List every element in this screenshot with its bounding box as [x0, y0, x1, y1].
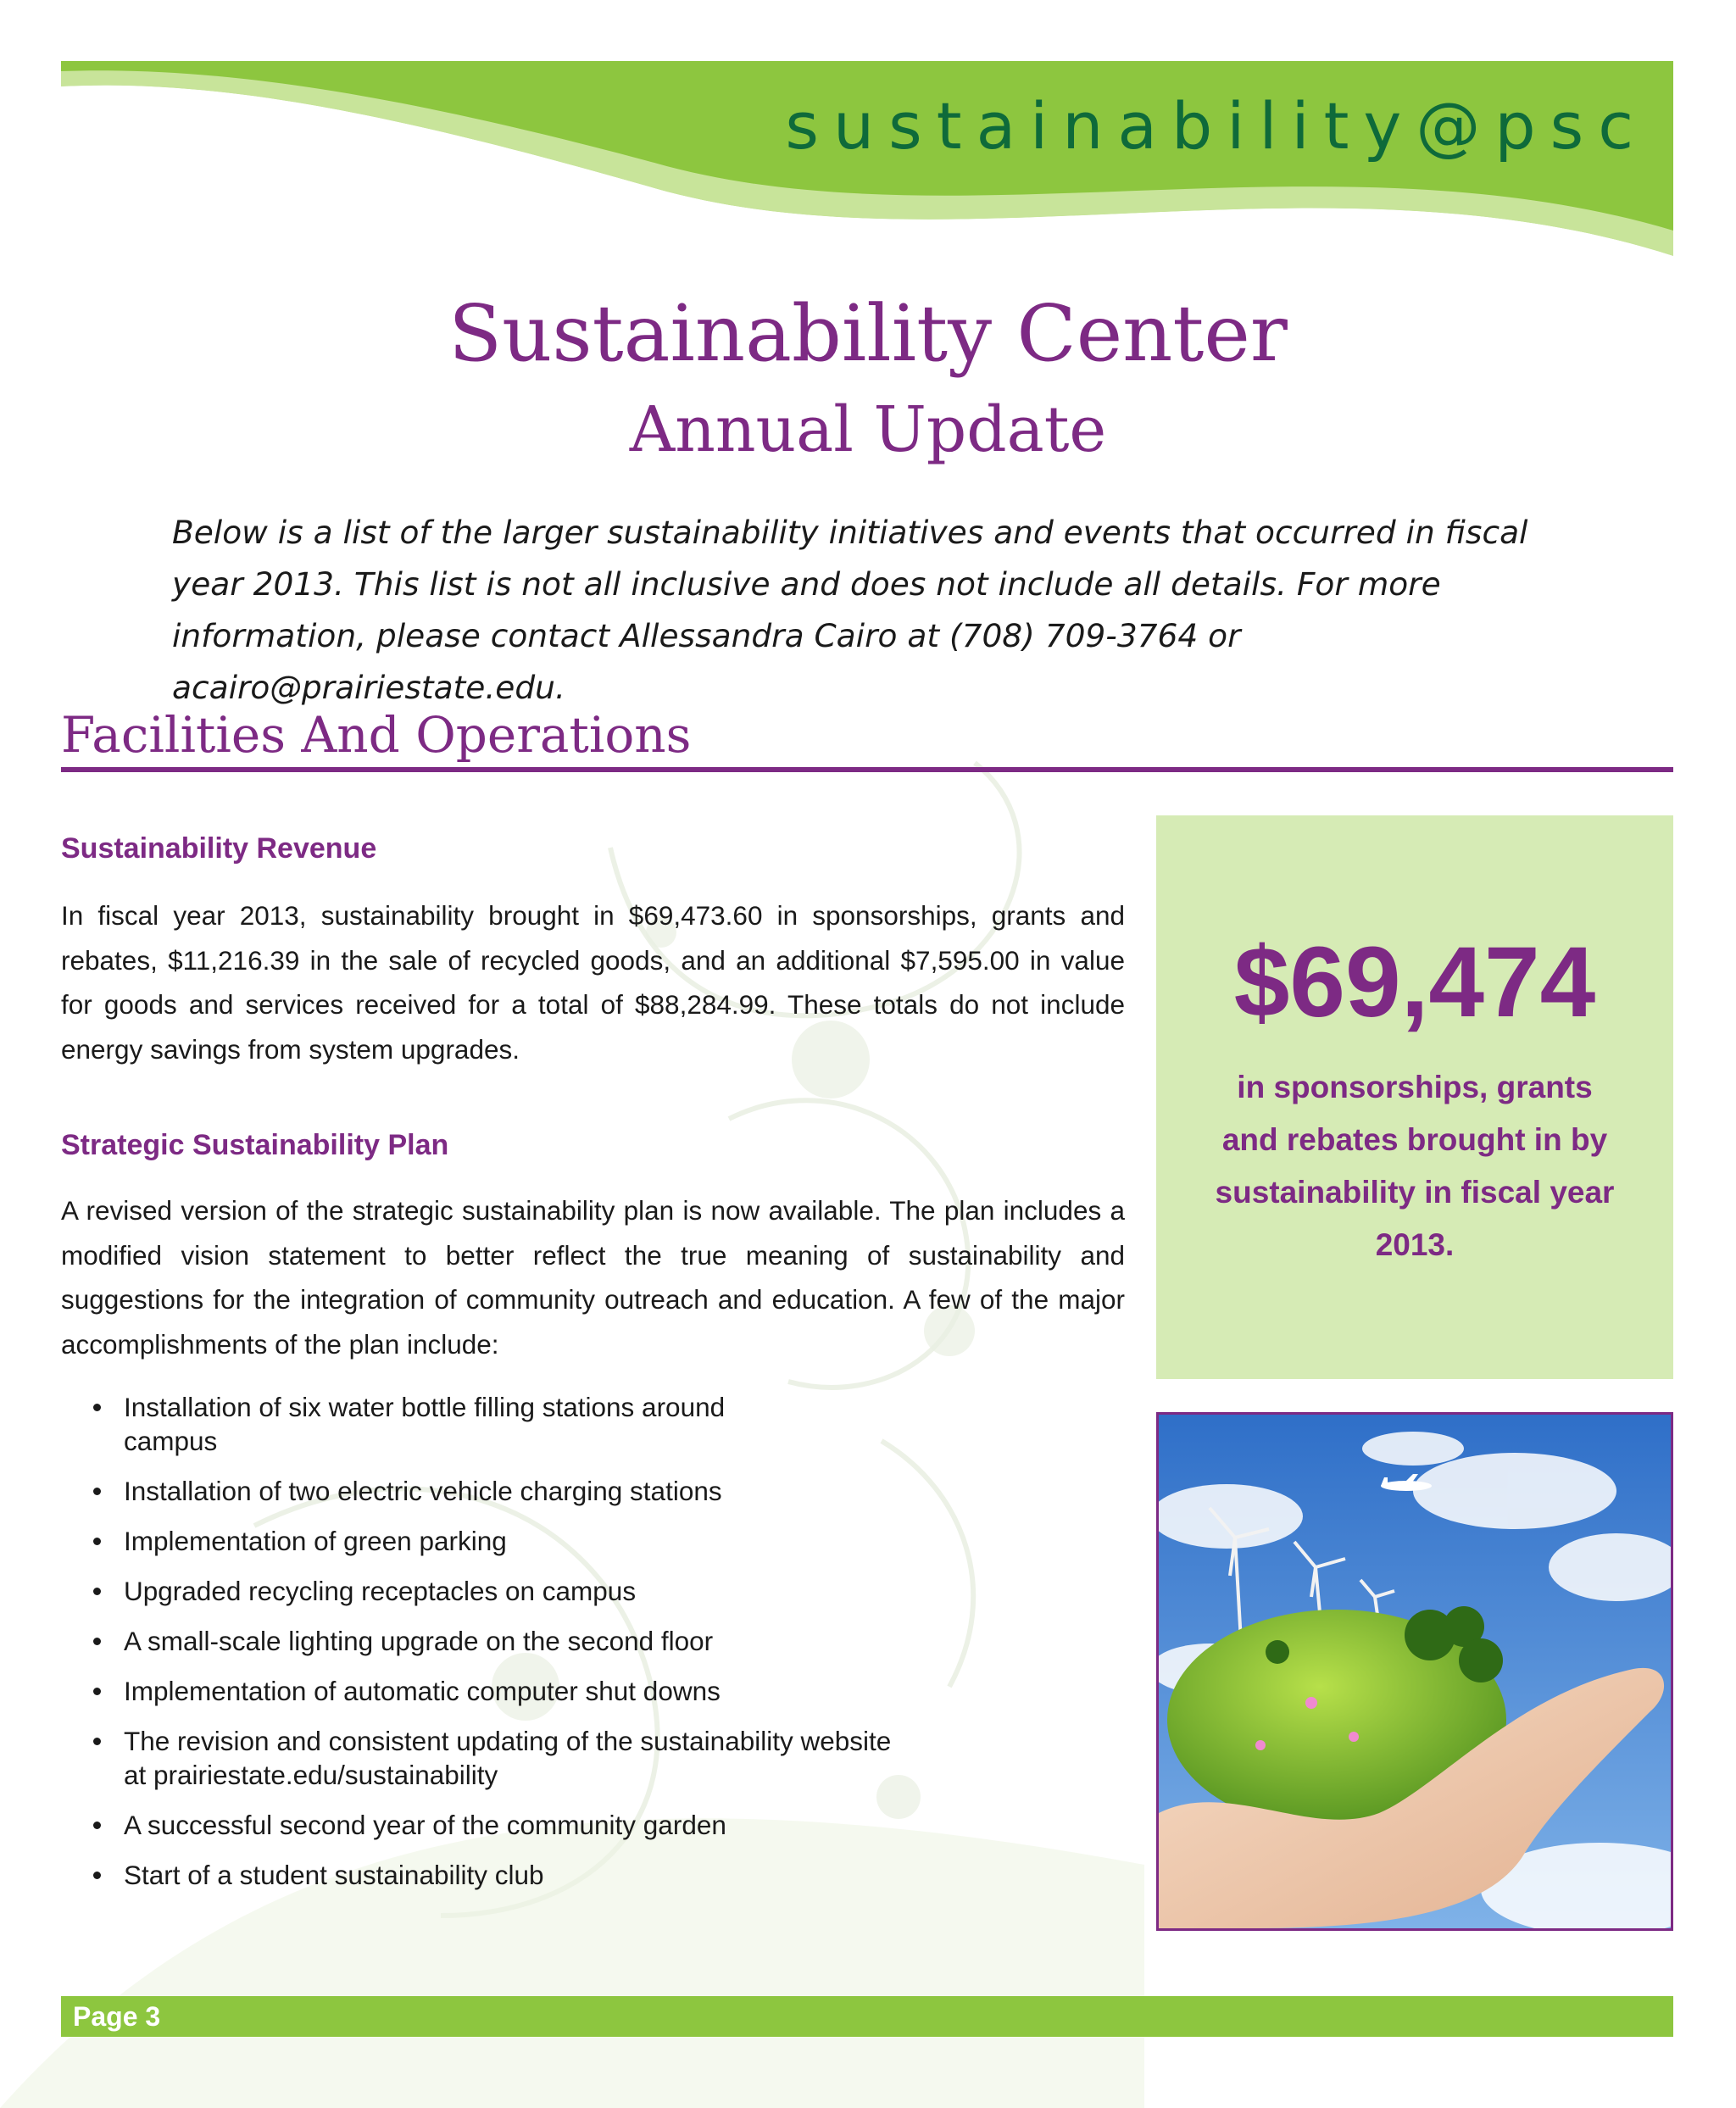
intro-paragraph: Below is a list of the larger sustainability initiatives and events that occurred in fiscal year 2013. This list is not all inclusive and does not include all details. For more information, please contact Allessandra Cairo at (708) 709-3764 or acairo@prairiestate.edu.	[172, 514, 1528, 706]
page-number: Page 3	[73, 2001, 161, 2032]
list-item: Implementation of automatic computer shut downs	[93, 1674, 941, 1708]
section-divider	[61, 767, 1673, 772]
revenue-paragraph: In fiscal year 2013, sustainability brought in $69,473.60 in sponsorships, grants and rebates, $11,216.39 in the sale of recycled goods, and an additional $7,595.00 in value for goods and services received for a total of $88,284.99. These totals do not include energy savings from system upgrades.	[61, 900, 1125, 1065]
callout-amount: $69,474	[1233, 926, 1596, 1038]
list-item: A successful second year of the community garden	[93, 1808, 941, 1842]
revenue-heading: Sustainability Revenue	[61, 832, 377, 865]
brand-wordmark: sustainability@psc	[785, 88, 1648, 164]
section-heading: Facilities And Operations	[61, 706, 692, 764]
list-item: Installation of six water bottle filling stations around campus	[93, 1390, 785, 1458]
plan-paragraph: A revised version of the strategic sustainability plan is now available. The plan includes a modified vision statement to better reflect the true meaning of sustainability and suggestions for the integration of community outreach and education. A few of the major accomplishments of the plan include:	[61, 1195, 1125, 1360]
list-item: Implementation of green parking	[93, 1524, 941, 1558]
revenue-callout-box	[1156, 815, 1673, 1379]
footer-bar	[61, 1996, 1673, 2037]
list-item: A small-scale lighting upgrade on the second floor	[93, 1624, 941, 1658]
list-item: The revision and consistent updating of the sustainability website at prairiestate.edu/sustainability	[93, 1724, 921, 1792]
page-subtitle: Annual Update	[629, 393, 1107, 466]
list-item: Upgraded recycling receptacles on campus	[93, 1574, 941, 1608]
accomplishments-list	[93, 1390, 941, 1908]
list-item: Installation of two electric vehicle charging stations	[93, 1474, 941, 1508]
list-item: Start of a student sustainability club	[93, 1858, 941, 1892]
earth-in-hand-photo	[1156, 1412, 1673, 1931]
callout-caption: in sponsorships, grants and rebates brought in by sustainability in fiscal year 2013.	[1215, 1070, 1615, 1262]
page-title: Sustainability Center	[448, 288, 1288, 379]
plan-heading: Strategic Sustainability Plan	[61, 1129, 449, 1161]
